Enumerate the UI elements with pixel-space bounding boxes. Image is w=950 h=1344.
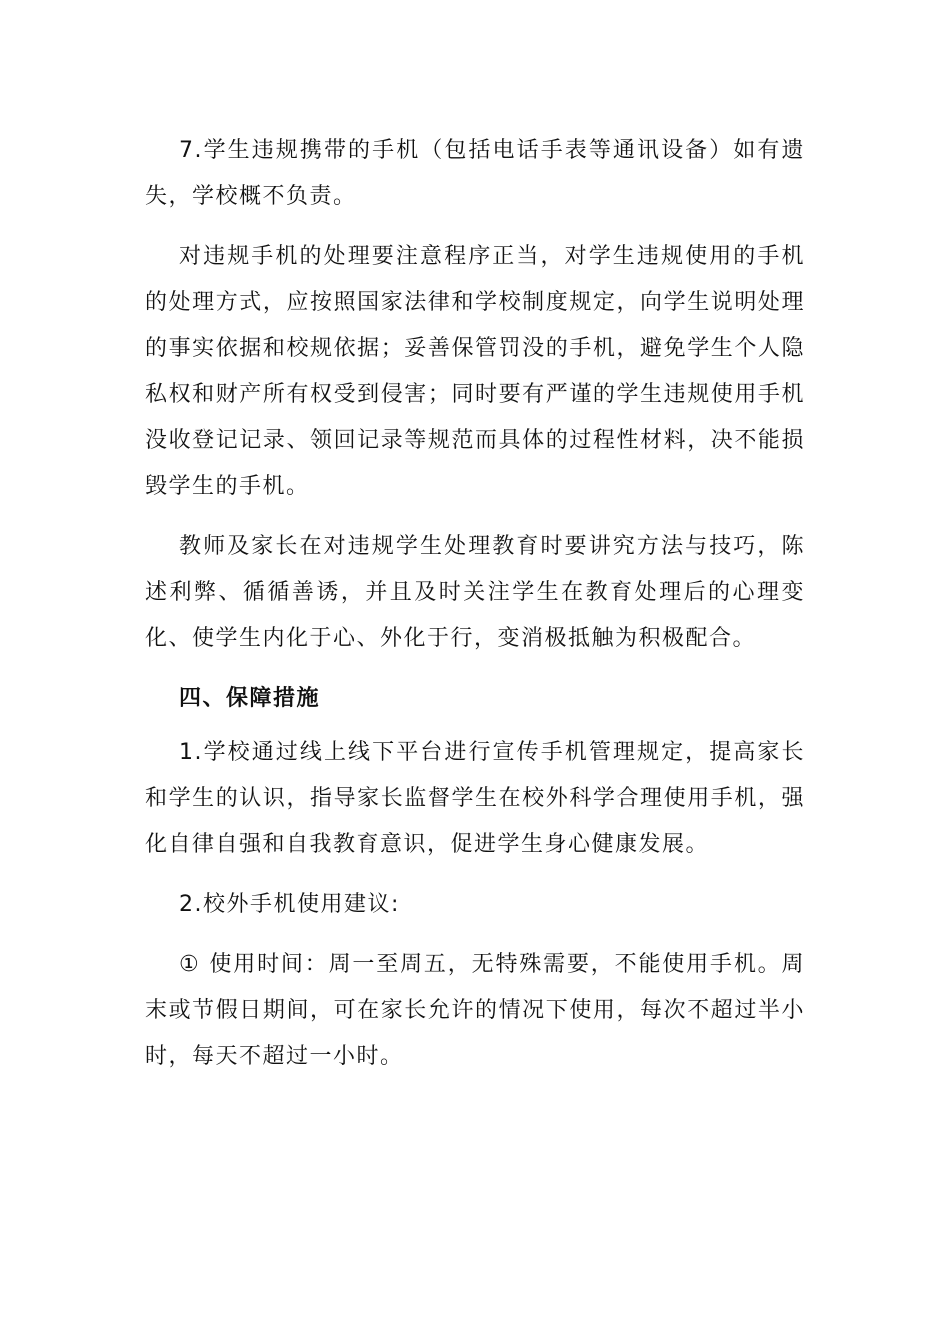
- paragraph-usage-time: ① 使用时间：周一至周五，无特殊需要，不能使用手机。周末或节假日期间，可在家长允许的情况下使用，每次不超过半小时，每天不超过一小时。: [145, 952, 805, 1069]
- paragraph-item-1-publicity: 1.学校通过线上线下平台进行宣传手机管理规定，提高家长和学生的认识，指导家长监督学生在校外科学合理使用手机，强化自律自强和自我教育意识，促进学生身心健康发展。: [145, 740, 805, 857]
- paragraph-education-methods: 教师及家长在对违规学生处理教育时要讲究方法与技巧，陈述利弊、循循善诱，并且及时关注学生在教育处理后的心理变化、使学生内化于心、外化于行，变消极抵触为积极配合。: [145, 534, 805, 651]
- section-heading-safeguards: 四、保障措施: [179, 686, 321, 711]
- document-body: [145, 128, 805, 1094]
- paragraph-confiscation-procedure: 对违规手机的处理要注意程序正当，对学生违规使用的手机的处理方式，应按照国家法律和学校制度规定，向学生说明处理的事实依据和校规依据；妥善保管罚没的手机，避免学生个人隐私权和财产所有权受到侵害；同时要有严谨的学生违规使用手机没收登记记录、领回记录等规范而具体的过程性材料，决不能损毁学生的手机。: [145, 244, 805, 499]
- paragraph-item-2-usage-advice: 2.校外手机使用建议:: [179, 892, 400, 917]
- paragraph-item-7-lost-phones: 7.学生违规携带的手机（包括电话手表等通讯设备）如有遗失，学校概不负责。: [145, 138, 805, 209]
